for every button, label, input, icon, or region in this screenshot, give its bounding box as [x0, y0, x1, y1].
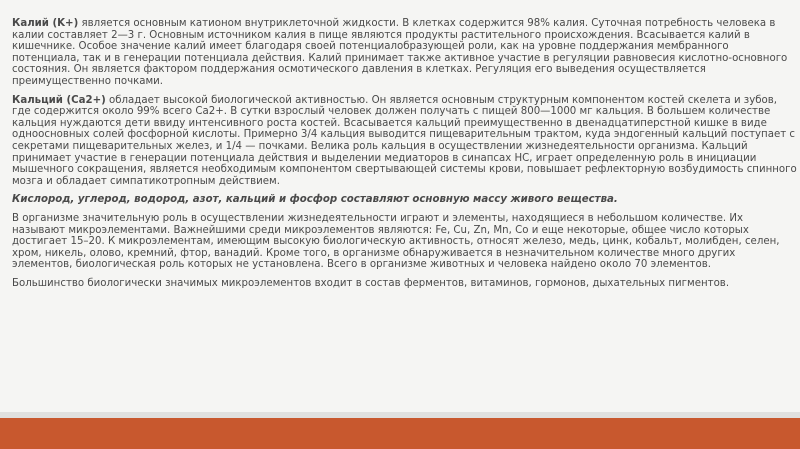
paragraph-potassium [12, 18, 798, 88]
slide-body [12, 18, 798, 296]
text-calcium: обладает высокой биологической активностью. Он является основным структурным компонентом костей скелета и зубов, где содержится около 99% всего Ca2+. В сутки взрослый человек должен получать с пищей 800—1000 мг кальция. В большем количестве кальция нуждаются дети ввиду интенсивного роста костей. Всасывается кальций преимущественно в двенадцатиперстной кишке в виде одноосновных солей фосфорной кислоты. Примерно 3/4 кальция выводится пищеварительным трактом, куда эндогенный кальций поступает с секретами пищеварительных желез, и 1/4 — почками. Велика роль кальция в осуществлении жизнедеятельности организма. Кальций принимает участие в генерации потенциала действия и выделении медиаторов в синапсах НС, играет определенную роль в инициации мышечного сокращения, является необходимым компонентом свертывающей системы крови, повышает рефлекторную возбудимость спинного мозга и обладает симпатикотропным действием. [12, 94, 797, 187]
paragraph-calcium [12, 95, 798, 188]
term-potassium: Калий (K+) [12, 18, 79, 29]
paragraph-emphasis: Кислород, углерод, водород, азот, кальций и фосфор составляют основную массу живого вещества. [12, 194, 618, 206]
text-potassium: является основным катионом внутриклеточной жидкости. В клетках содержится 98% калия. Суточная потребность человека в калии составляет 2—3 г. Основным источником калия в пище являются продукты растительного происхождения. Всасывается калий в кишечнике. Особое значение калий имеет благодаря своей потенциалобразующей роли, как на уровне поддержания мембранного потенциала, так и в генерации потенциала действия. Калий принимает также активное участие в регуляции равновесия кислотно-основного состояния. Он является фактором поддержания осмотического давления в клетках. Регуляция его выведения осуществляется преимущественно почками. [12, 18, 788, 87]
term-calcium: Кальций (Ca2+) [12, 94, 106, 106]
paragraph-enzymes: Большинство биологически значимых микроэлементов входит в состав ферментов, витаминов, гормонов, дыхательных пигментов. [12, 277, 730, 289]
paragraph-microelements: В организме значительную роль в осуществлении жизнедеятельности играют и элементы, находящиеся в небольшом количестве. Их называют микроэлементами. Важнейшими среди микроэлементов являются: Fe, Cu, Zn, Mn, Co и еще некоторые, общее число которых достигает 15–20. К микроэлементам, имеющим высокую биологическую активность, относят железо, медь, цинк, кобальт, молибден, селен, хром, никель, олово, кремний, фтор, ванадий. Кроме того, в организме обнаруживается в незначительном количестве много других элементов, биологическая роль которых не установлена. Всего в организме животных и человека найдено около 70 элементов. [12, 212, 780, 271]
footer-bar [0, 418, 800, 449]
